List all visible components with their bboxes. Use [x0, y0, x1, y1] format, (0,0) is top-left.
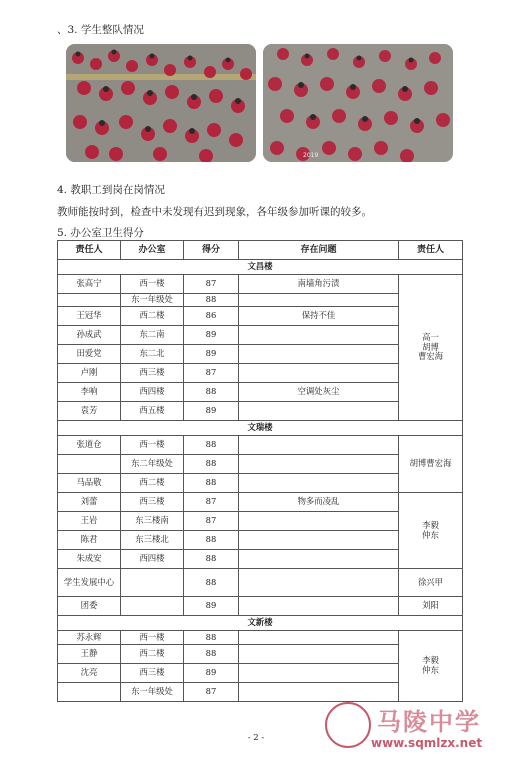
table-row: 马品敬 西二楼 88 — [58, 474, 463, 493]
office-hygiene-table — [57, 240, 463, 702]
table-row: 田爱党 东二北 89 — [58, 345, 463, 364]
section4-text: 教师能按时到，检查中未发现有迟到现象，各年级参加听课的较多。 — [57, 206, 372, 218]
responsible-cell: 徐兴甲 — [399, 569, 463, 597]
header-issue: 存在问题 — [239, 241, 399, 260]
responsible-cell: 胡博曹宏海 — [399, 436, 463, 493]
table-row: 张高宁 西一楼 87 南墙角污渍 高一 胡博 曹宏海 — [58, 275, 463, 294]
table-row: 东一年级处 87 — [58, 683, 463, 702]
school-seal-icon — [325, 702, 371, 748]
table-row: 张道仓 西一楼 88 胡博曹宏海 — [58, 436, 463, 455]
group-row-wenxin: 文新楼 — [58, 616, 463, 631]
table-row: 陈君 东三楼北 88 — [58, 531, 463, 550]
table-row: 学生发展中心 88 徐兴甲 — [58, 569, 463, 597]
section4-heading: 4. 教职工到岗在岗情况 — [57, 184, 165, 196]
group-row-wenchang: 文昌楼 — [58, 260, 463, 275]
table-row: 王冠华 西二楼 86 保持不佳 — [58, 307, 463, 326]
table-row: 东二年级处 88 — [58, 455, 463, 474]
student-lineup-photo-1 — [66, 44, 256, 162]
table-row: 李响 西四楼 88 空调处灰尘 — [58, 383, 463, 402]
table-row: 孙成武 东二南 89 — [58, 326, 463, 345]
header-office: 办公室 — [121, 241, 184, 260]
table-row: 团委 89 刘阳 — [58, 597, 463, 616]
responsible-cell: 高一 胡博 曹宏海 — [399, 275, 463, 421]
table-row: 王岩 东三楼南 87 — [58, 512, 463, 531]
table-row: 东一年级处 88 — [58, 294, 463, 307]
page-number: - 2 - — [247, 733, 265, 743]
table-header-row — [58, 241, 463, 260]
group-row-wenrui: 文瑞楼 — [58, 421, 463, 436]
table-row: 刘蕾 西三楼 87 物多而凌乱 李毅 仲东 — [58, 493, 463, 512]
watermark-school-name: 马陵中学 — [377, 708, 481, 736]
header-score: 得分 — [184, 241, 239, 260]
header-person: 责任人 — [58, 241, 121, 260]
responsible-cell: 李毅 仲东 — [399, 631, 463, 702]
watermark-url: www.sqmlzx.net — [371, 736, 483, 750]
table-row: 苏永辉 西一楼 88 李毅 仲东 — [58, 631, 463, 645]
table-row: 朱成安 西四楼 88 — [58, 550, 463, 569]
responsible-cell: 刘阳 — [399, 597, 463, 616]
responsible-cell: 李毅 仲东 — [399, 493, 463, 569]
school-watermark — [325, 702, 505, 754]
table-row: 沈亮 西三楼 89 — [58, 664, 463, 683]
section3-heading: 、3. 学生整队情况 — [57, 24, 144, 36]
section5-heading: 5. 办公室卫生得分 — [57, 227, 144, 239]
student-lineup-photo-2 — [263, 44, 453, 162]
table-row: 王静 西二楼 88 — [58, 645, 463, 664]
photo-caption: 2019 — [303, 152, 319, 159]
header-responsible: 责任人 — [399, 241, 463, 260]
table-row: 卢刚 西三楼 87 — [58, 364, 463, 383]
table-row: 袁芳 西五楼 89 — [58, 402, 463, 421]
